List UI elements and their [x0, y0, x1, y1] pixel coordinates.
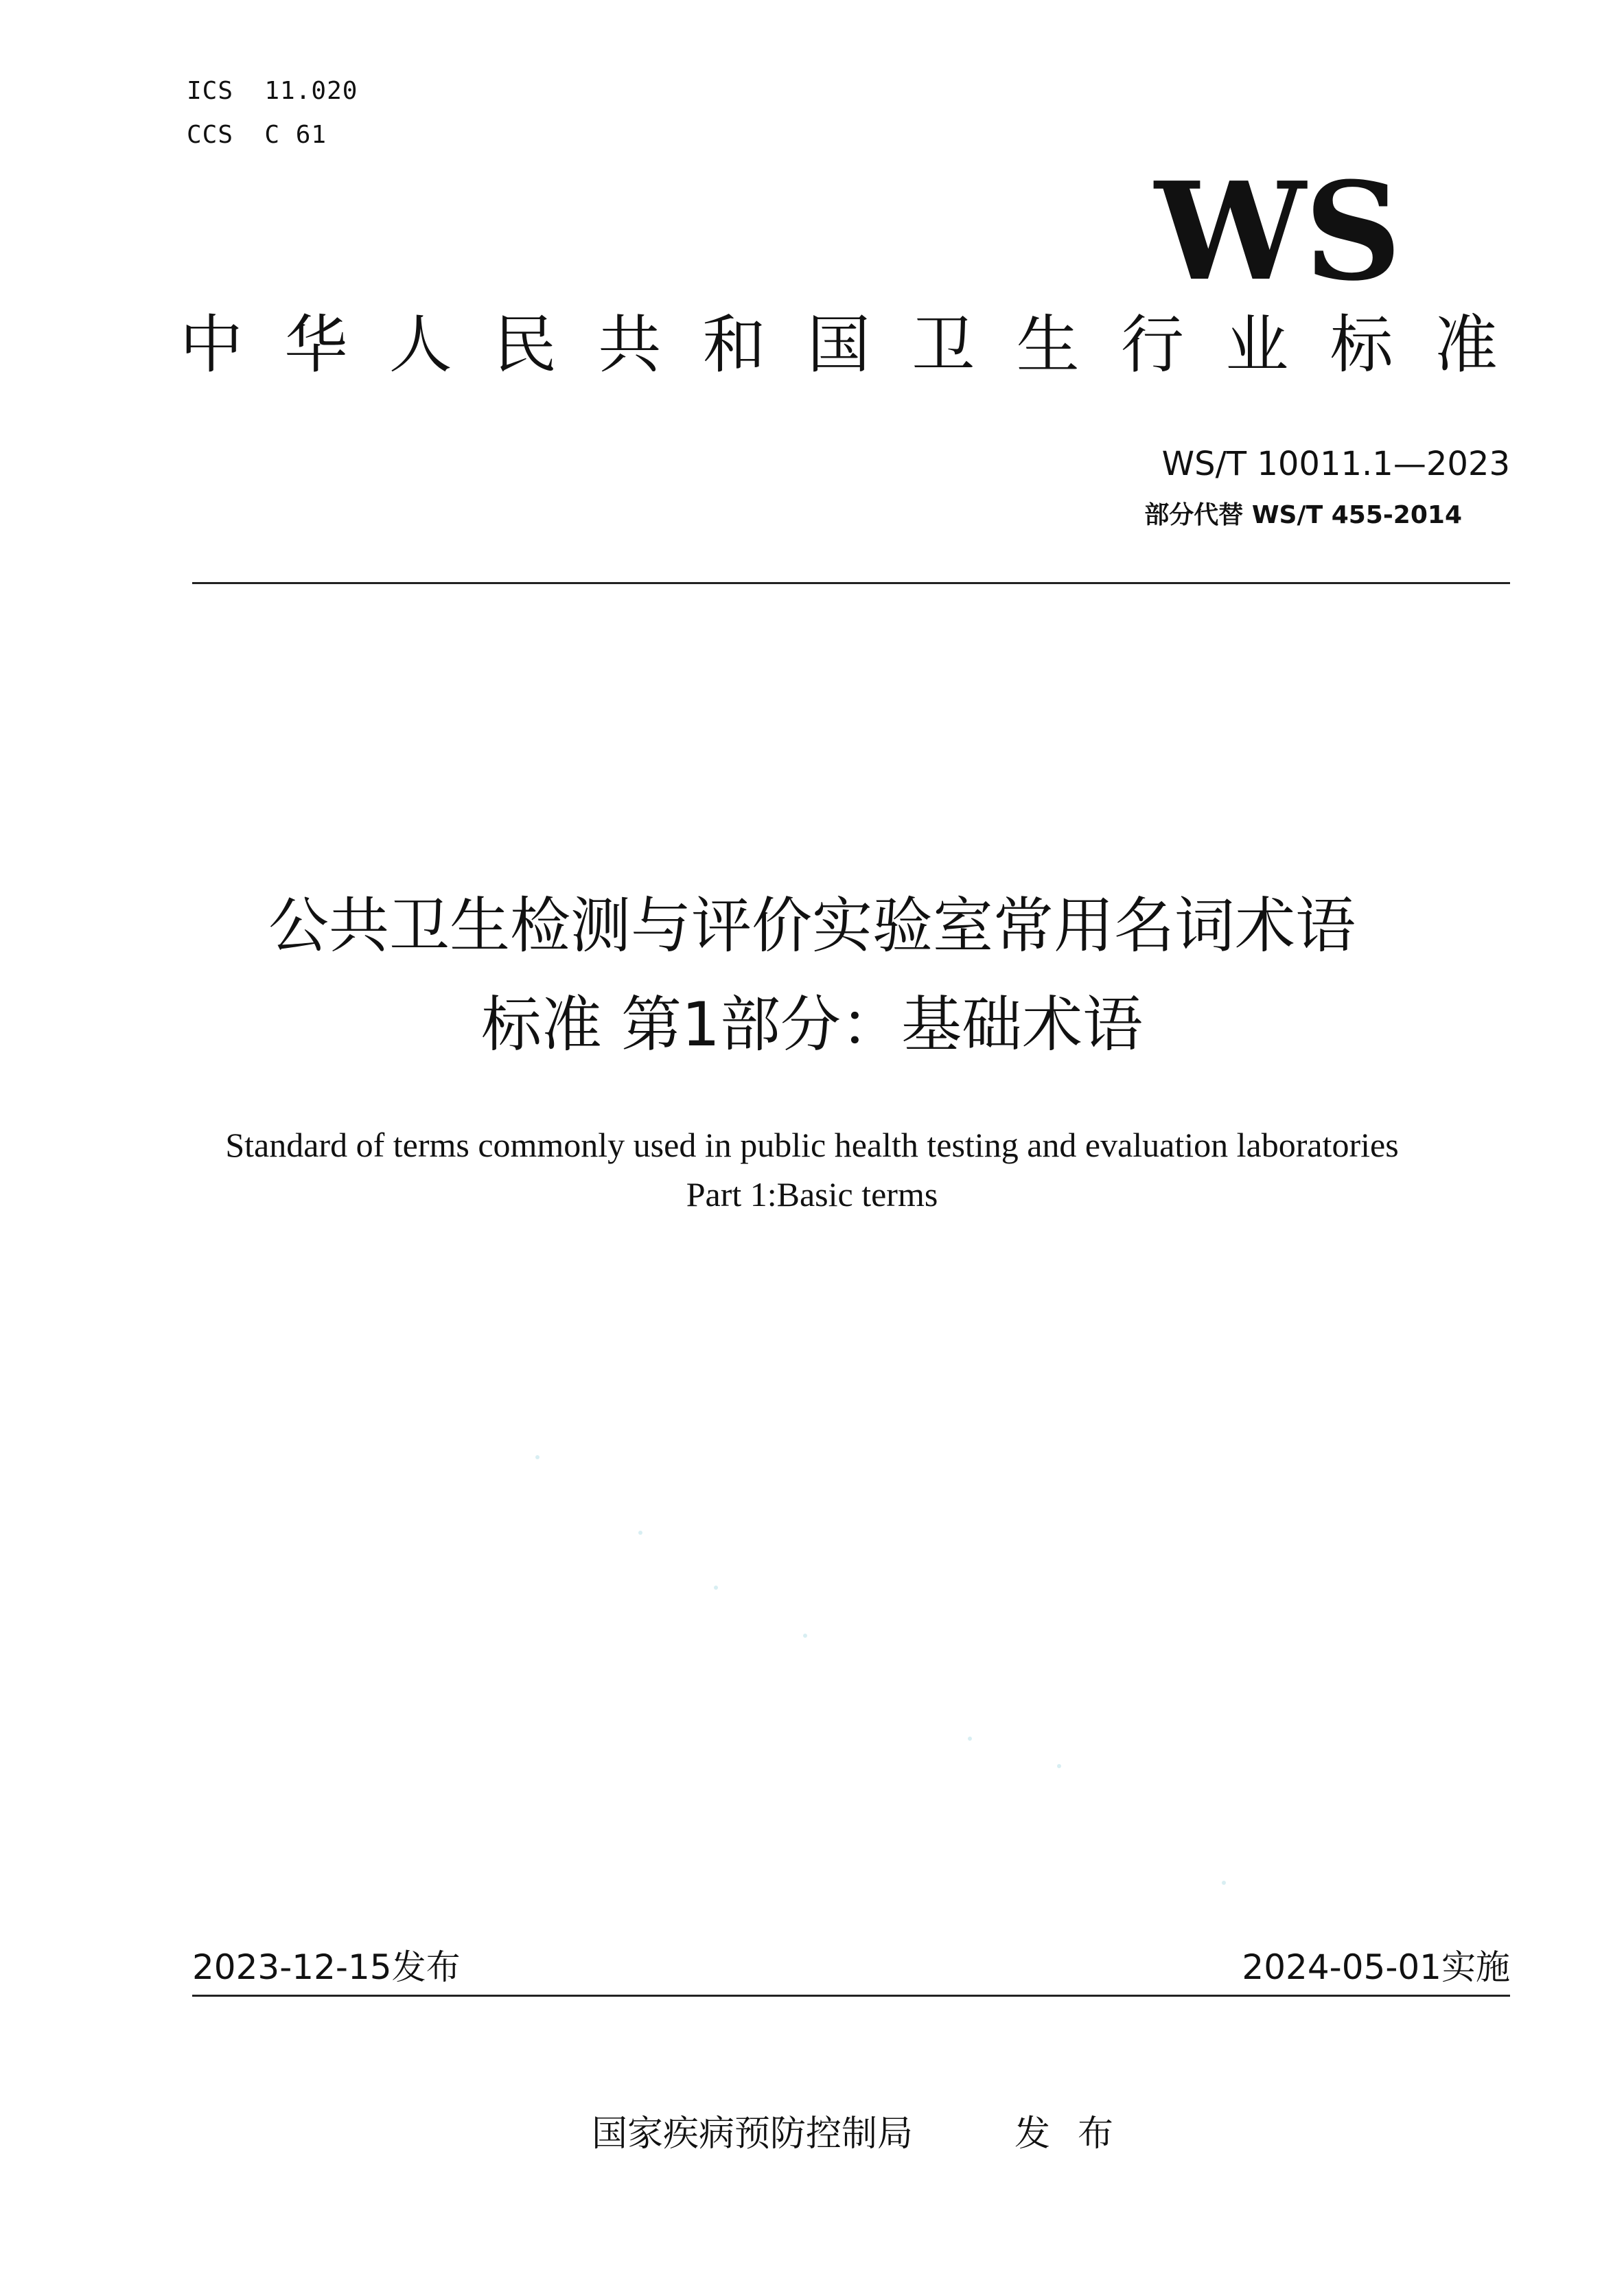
org-title-char: 共: [598, 308, 662, 382]
scan-speck: [1222, 1881, 1226, 1885]
org-title-char: 中: [180, 308, 244, 382]
org-title-char: 华: [284, 308, 348, 382]
top-divider: [192, 582, 1510, 584]
org-title: [180, 310, 1498, 380]
en-title-line-2: Part 1:Basic terms: [686, 1175, 938, 1214]
org-title-char: 业: [1225, 308, 1289, 382]
implementation-date: 2024-05-01实施: [1242, 1947, 1510, 1987]
replaces-note: 部分代替 WS/T 455-2014: [1144, 501, 1462, 529]
org-title-char: 国: [807, 308, 870, 382]
en-title-line-1: Standard of terms commonly used in public health testing and evaluation laboratories: [225, 1126, 1399, 1164]
scan-speck: [1057, 1764, 1061, 1768]
scan-speck: [638, 1531, 642, 1535]
org-title-char: 和: [702, 308, 766, 382]
org-title-char: 民: [493, 308, 557, 382]
publish-label: 发布: [1014, 2113, 1141, 2155]
scan-speck: [968, 1737, 972, 1741]
org-title-char: 卫: [912, 308, 975, 382]
bottom-divider: [192, 1995, 1510, 1997]
scan-speck: [714, 1586, 718, 1590]
cn-title-line-2: 标准 第1部分：基础术语: [481, 989, 1143, 1060]
org-title-char: 生: [1016, 308, 1080, 382]
org-title-char: 标: [1330, 308, 1393, 382]
ccs-code: CCS C 61: [187, 121, 327, 149]
scan-speck: [535, 1455, 540, 1459]
ics-code: ICS 11.020: [187, 77, 358, 105]
standard-number: WS/T 10011.1—2023: [1161, 445, 1510, 483]
scan-speck: [803, 1634, 807, 1638]
ws-logo: WS: [1155, 153, 1400, 311]
org-title-char: 准: [1434, 308, 1498, 382]
org-title-char: 行: [1120, 308, 1184, 382]
cn-title-line-1: 公共卫生检测与评价实验室常用名词术语: [268, 890, 1356, 961]
issue-date: 2023-12-15发布: [192, 1947, 461, 1987]
publisher-name: 国家疾病预防控制局: [592, 2113, 914, 2155]
org-title-char: 人: [388, 308, 452, 382]
